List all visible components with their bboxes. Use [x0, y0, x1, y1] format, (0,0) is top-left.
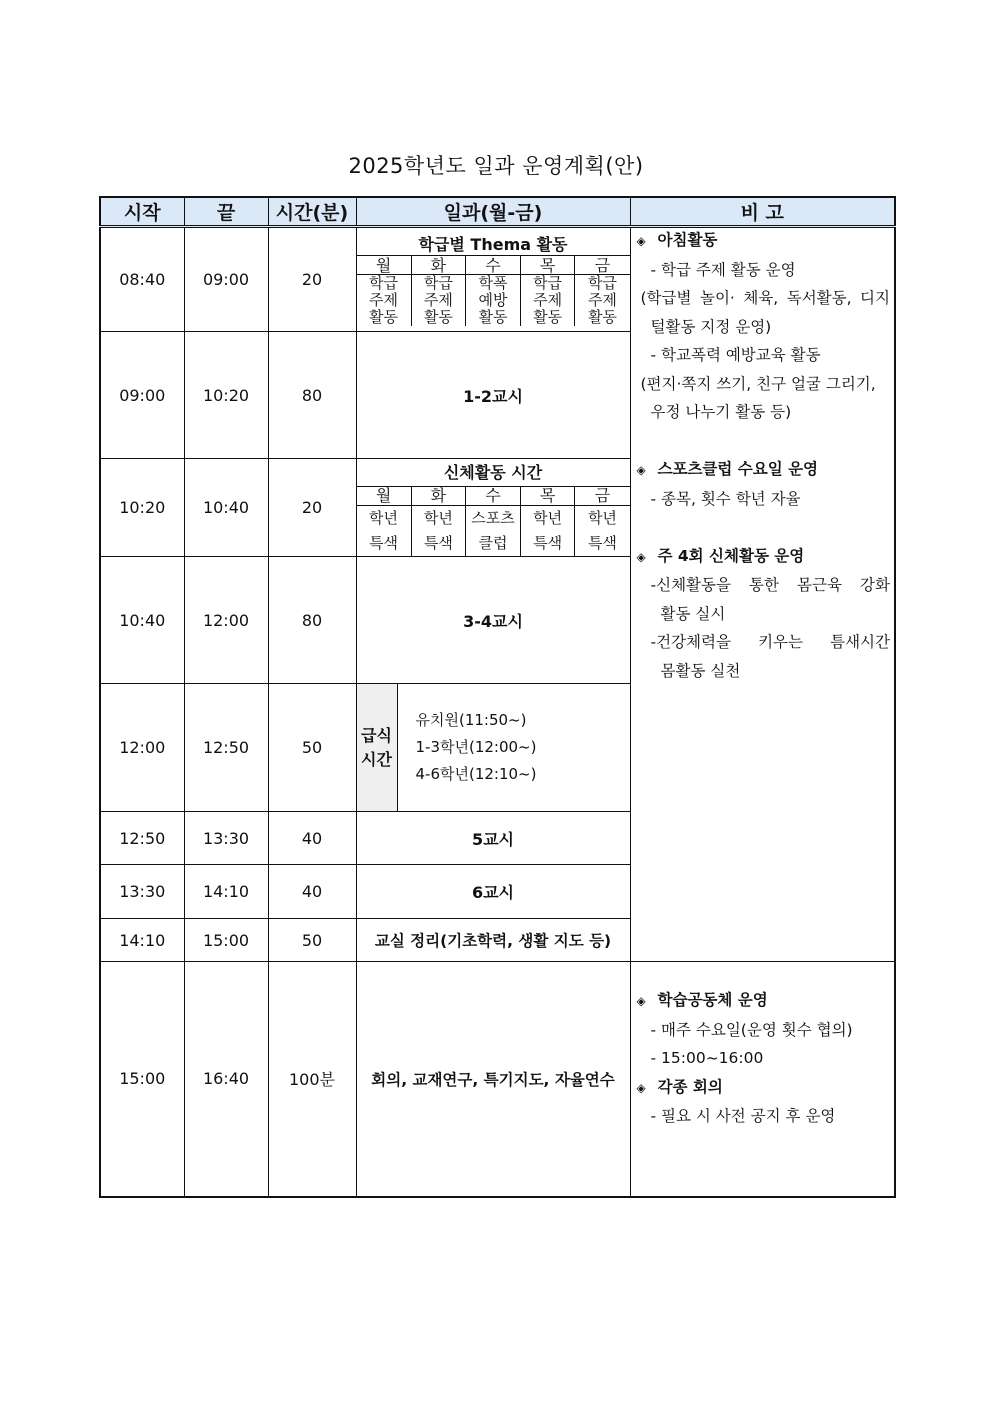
note-line: - 15:00~16:00 [650, 1049, 764, 1067]
table-row [100, 227, 895, 332]
physical-subtable [357, 460, 630, 556]
note-line: (편지·쪽지 쓰기, 친구 얼굴 그리기, [640, 374, 876, 393]
note-line: 우정 나누기 활동 등) [650, 403, 792, 421]
diamond-icon: ◈ [636, 234, 646, 248]
activity-cell: 6교시 [356, 865, 630, 919]
end-time: 12:50 [184, 684, 268, 812]
start-time: 12:00 [100, 684, 184, 812]
lunch-time: 4-6학년(12:10~) [415, 765, 537, 783]
note-line: - 학급 주제 활동 운영 [650, 260, 796, 279]
activity-cell [356, 684, 630, 812]
diamond-icon: ◈ [636, 463, 646, 477]
header-notes: 비 고 [630, 197, 895, 227]
subtable-title: 신체활동 시간 [357, 460, 630, 487]
page-title: 2025학년도 일과 운영계획(안) [348, 154, 644, 178]
activity-cell: 5교시 [356, 812, 630, 865]
start-time: 10:40 [100, 557, 184, 684]
subtable-title: 학급별 Thema 활동 [357, 233, 630, 256]
duration: 40 [268, 865, 356, 919]
lunch-time: 1-3학년(12:00~) [415, 738, 537, 756]
start-time: 08:40 [100, 227, 184, 332]
note-line: 활동 실시 [660, 604, 726, 623]
day-label: 수 [466, 486, 521, 505]
start-time: 14:10 [100, 919, 184, 962]
note-line: 몸활동 실천 [660, 661, 741, 680]
header-start: 시작 [100, 197, 184, 227]
note-line: -건강체력을 키우는 틈새시간 [650, 633, 890, 651]
thema-subtable [357, 233, 630, 326]
lunch-label: 급식 시간 [357, 684, 398, 811]
end-time: 09:00 [184, 227, 268, 332]
note-heading: 학습공동체 운영 [657, 991, 768, 1009]
day-label: 금 [575, 486, 630, 505]
day-label: 목 [520, 256, 575, 275]
activity-cell [356, 227, 630, 332]
day-activity: 학급 주제 활동 [411, 275, 466, 327]
day-activity: 스포츠 클럽 [466, 505, 521, 556]
day-activity: 학년 특색 [520, 505, 575, 556]
end-time: 15:00 [184, 919, 268, 962]
end-time: 12:00 [184, 557, 268, 684]
end-time: 16:40 [184, 962, 268, 1197]
duration: 80 [268, 332, 356, 459]
activity-cell: 회의, 교재연구, 특기지도, 자율연수 [356, 962, 630, 1197]
table-row [100, 962, 895, 1197]
duration: 40 [268, 812, 356, 865]
duration: 50 [268, 919, 356, 962]
day-activity: 학폭 예방 활동 [466, 275, 521, 327]
activity-cell [356, 459, 630, 557]
diamond-icon: ◈ [636, 994, 646, 1008]
start-time: 13:30 [100, 865, 184, 919]
note-line: - 매주 수요일(운영 횟수 협의) [650, 1020, 853, 1039]
header-row [100, 197, 895, 227]
diamond-icon: ◈ [636, 549, 646, 564]
notes-bottom [637, 986, 891, 1131]
day-label: 목 [520, 486, 575, 505]
duration: 20 [268, 459, 356, 557]
lunch-subtable [357, 684, 630, 811]
end-time: 10:20 [184, 332, 268, 459]
day-label: 화 [411, 486, 466, 505]
note-line: -신체활동을 통한 몸근육 강화 [650, 576, 890, 594]
day-activity: 학년 특색 [411, 505, 466, 556]
header-end: 끝 [184, 197, 268, 227]
start-time: 10:20 [100, 459, 184, 557]
activity-cell: 1-2교시 [356, 332, 630, 459]
duration: 50 [268, 684, 356, 812]
start-time: 09:00 [100, 332, 184, 459]
day-label: 금 [575, 256, 630, 275]
diamond-icon: ◈ [636, 1080, 646, 1095]
day-label: 화 [411, 256, 466, 275]
note-heading: 스포츠클럽 수요일 운영 [657, 460, 819, 478]
note-heading: 주 4회 신체활동 운영 [657, 546, 805, 565]
note-heading: 각종 회의 [657, 1077, 723, 1096]
end-time: 14:10 [184, 865, 268, 919]
note-line: - 종목, 횟수 학년 자율 [650, 489, 801, 508]
day-activity: 학급 주제 활동 [520, 275, 575, 327]
duration: 100분 [268, 962, 356, 1197]
lunch-time: 유치원(11:50~) [415, 711, 527, 729]
day-activity: 학급 주제 활동 [357, 275, 412, 327]
start-time: 15:00 [100, 962, 184, 1197]
note-line: - 필요 시 사전 공지 후 운영 [650, 1107, 836, 1125]
note-line: (학급별 놀이· 체육, 독서활동, 디지 [640, 289, 890, 307]
note-heading: 아침활동 [657, 231, 718, 249]
day-activity: 학년 특색 [575, 505, 630, 556]
duration: 80 [268, 557, 356, 684]
day-label: 월 [357, 256, 412, 275]
note-line: 털활동 지정 운영) [650, 317, 772, 336]
activity-cell: 3-4교시 [356, 557, 630, 684]
end-time: 10:40 [184, 459, 268, 557]
day-label: 월 [357, 486, 412, 505]
day-activity: 학급 주제 활동 [575, 275, 630, 327]
note-line: - 학교폭력 예방교육 활동 [650, 346, 821, 364]
notes-cell [630, 227, 895, 962]
end-time: 13:30 [184, 812, 268, 865]
notes-cell-bottom [630, 962, 895, 1197]
duration: 20 [268, 227, 356, 332]
notes-top [637, 226, 891, 685]
lunch-times [397, 684, 630, 811]
schedule-table [99, 196, 896, 1198]
day-label: 수 [466, 256, 521, 275]
header-minutes: 시간(분) [268, 197, 356, 227]
day-activity: 학년 특색 [357, 505, 412, 556]
activity-cell: 교실 정리(기초학력, 생활 지도 등) [356, 919, 630, 962]
start-time: 12:50 [100, 812, 184, 865]
header-activity: 일과(월-금) [356, 197, 630, 227]
